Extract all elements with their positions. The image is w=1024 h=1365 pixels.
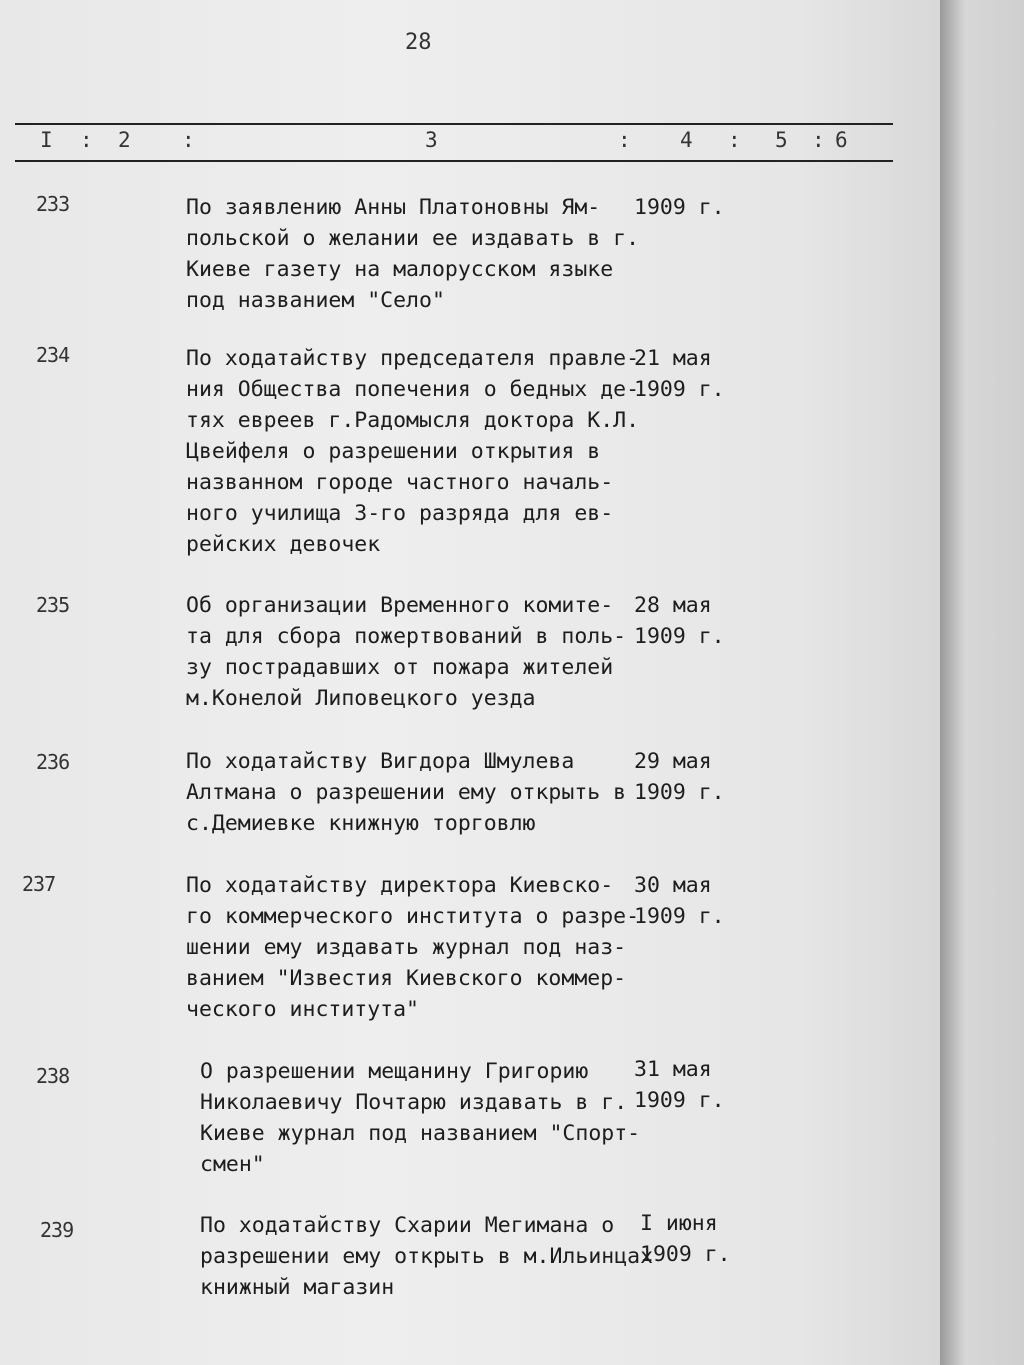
entry-number: 236 xyxy=(36,750,70,774)
entry-number: 234 xyxy=(36,343,70,367)
column-separator: : xyxy=(812,128,825,152)
column-separator: : xyxy=(80,128,93,152)
column-header-5: 5 xyxy=(775,128,788,152)
entry-number: 235 xyxy=(36,593,70,617)
entry-description: По ходатайству директора Киевско- го коммерческого института о разре- шении ему издавать журнал под наз- ванием "Известия Киевского коммер- ческого института" xyxy=(186,873,640,1022)
column-header-6: 6 xyxy=(835,128,848,152)
column-header-3: 3 xyxy=(425,128,438,152)
entry-date: 21 мая 1909 г. xyxy=(634,346,725,402)
page-edge-shadow xyxy=(940,0,1024,1365)
entry-number: 239 xyxy=(40,1218,74,1242)
entry-description: По заявлению Анны Платоновны Ям- польской о желании ее издавать в г. Киеве газету на малорусском языке под названием "Село" xyxy=(186,195,640,313)
entry-date: 31 мая 1909 г. xyxy=(634,1057,725,1113)
entry-date: 29 мая 1909 г. xyxy=(634,749,725,805)
entry-number: 238 xyxy=(36,1064,70,1088)
column-separator: : xyxy=(728,128,741,152)
entry-number: 237 xyxy=(22,872,56,896)
header-rule-top xyxy=(15,123,893,125)
entry-date: 30 мая 1909 г. xyxy=(634,873,725,929)
entry-description: По ходатайству председателя правле- ния Общества попечения о бедных де- тях евреев г.Радомысля доктора К.Л. Цвейфеля о разрешении открытия в названном городе частного началь- ного училища 3-го разряда для ев- рейских девочек xyxy=(186,346,640,557)
column-separator: : xyxy=(618,128,631,152)
column-header-1: I xyxy=(40,128,53,152)
entry-date: 1909 г. xyxy=(634,195,725,220)
entry-description: О разрешении мещанину Григорию Николаевичу Почтарю издавать в г. Киеве журнал под названием "Спорт- смен" xyxy=(200,1059,641,1177)
entry-number: 233 xyxy=(36,192,70,216)
entry-description: По ходатайству Вигдора Шмулева Алтмана о разрешении ему открыть в с.Демиевке книжную торговлю xyxy=(186,749,627,836)
entry-description: Об организации Временного комите- та для сбора пожертвований в поль- зу пострадавших от пожара жителей м.Конелой Липовецкого уезда xyxy=(186,593,627,711)
entry-date: 28 мая 1909 г. xyxy=(634,593,725,649)
entry-date: I июня 1909 г. xyxy=(640,1211,731,1267)
entry-description: По ходатайству Схарии Мегимана о разрешении ему открыть в м.Ильинцах книжный магазин xyxy=(200,1213,654,1300)
column-separator: : xyxy=(182,128,195,152)
header-rule-bottom xyxy=(15,160,893,162)
page-number: 28 xyxy=(405,30,432,55)
column-header-4: 4 xyxy=(680,128,693,152)
column-header-2: 2 xyxy=(118,128,131,152)
